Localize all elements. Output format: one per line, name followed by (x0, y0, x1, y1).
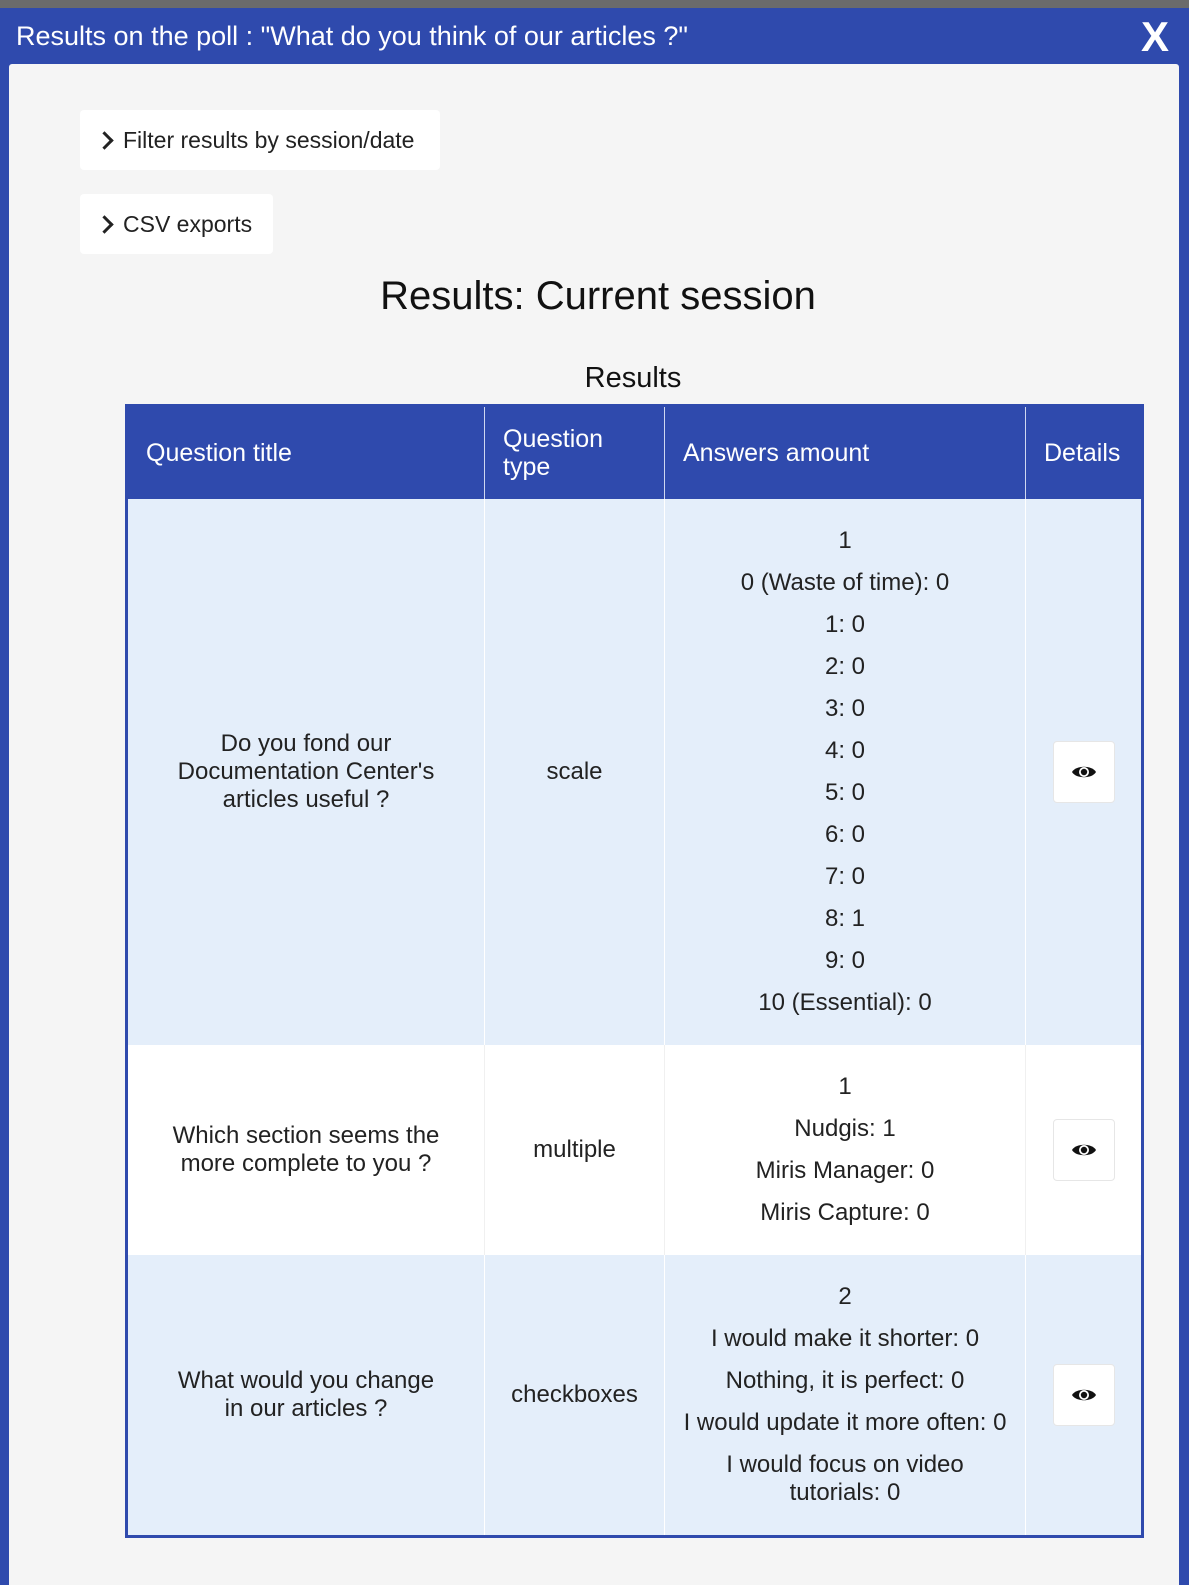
modal-body (9, 64, 1179, 1585)
eye-icon (1071, 763, 1097, 781)
table-row (127, 499, 1143, 1045)
answer-option: 5: 0 (824, 779, 866, 806)
answer-option: 8: 1 (824, 905, 866, 932)
answer-option: Miris Manager: 0 (755, 1157, 935, 1184)
answers-amount (665, 499, 1026, 1045)
answer-option: 3: 0 (824, 695, 866, 722)
answer-option: 6: 0 (824, 821, 866, 848)
answer-option: 0 (Waste of time): 0 (740, 569, 950, 596)
chevron-right-icon (95, 131, 113, 149)
header-answers-amount: Answers amount (665, 406, 1026, 500)
question-title: Which section seems the more complete to you ? (127, 1045, 485, 1255)
answer-option: 10 (Essential): 0 (758, 989, 932, 1016)
modal-header (0, 8, 1189, 64)
section-title: Results: Current session (380, 274, 816, 318)
table-row (127, 1255, 1143, 1537)
answer-option: 2: 0 (824, 653, 866, 680)
question-type: multiple (485, 1045, 665, 1255)
answer-option: 9: 0 (824, 947, 866, 974)
answers-amount (665, 1255, 1026, 1537)
answer-option: I would update it more often: 0 (683, 1409, 1007, 1436)
filter-results-label: Filter results by session/date (123, 126, 415, 153)
results-modal (0, 8, 1189, 1585)
results-table (125, 404, 1144, 1538)
question-type: checkboxes (485, 1255, 665, 1537)
details-cell (1026, 1045, 1143, 1255)
answers-amount (665, 1045, 1026, 1255)
details-button[interactable] (1053, 1364, 1115, 1426)
details-button[interactable] (1053, 1119, 1115, 1181)
question-type: scale (485, 499, 665, 1045)
eye-icon (1071, 1141, 1097, 1159)
answer-option: Nudgis: 1 (794, 1115, 896, 1142)
answer-option: 1: 0 (824, 611, 866, 638)
header-details: Details (1026, 406, 1143, 500)
table-caption: Results (584, 362, 682, 394)
table-header-row (127, 406, 1143, 500)
answer-option: Miris Capture: 0 (760, 1199, 930, 1226)
chevron-right-icon (95, 215, 113, 233)
details-cell (1026, 499, 1143, 1045)
csv-exports-label: CSV exports (123, 210, 253, 237)
table-row (127, 1045, 1143, 1255)
filter-results-button[interactable] (80, 110, 440, 170)
header-question-title: Question title (127, 406, 485, 500)
answer-option: 7: 0 (824, 863, 866, 890)
modal-title: Results on the poll : "What do you think of our articles ?" (16, 20, 689, 51)
details-cell (1026, 1255, 1143, 1537)
eye-icon (1071, 1386, 1097, 1404)
close-button[interactable]: X (1140, 13, 1169, 60)
header-question-type: Question type (485, 406, 665, 500)
csv-exports-button[interactable] (80, 194, 273, 254)
answers-total: 2 (838, 1283, 852, 1310)
answer-option: Nothing, it is perfect: 0 (725, 1367, 965, 1394)
answer-option: 4: 0 (824, 737, 866, 764)
question-title: Do you fond our Documentation Center's articles useful ? (127, 499, 485, 1045)
question-title: What would you change in our articles ? (127, 1255, 485, 1537)
answer-option: I would make it shorter: 0 (710, 1325, 980, 1352)
answers-total: 1 (838, 527, 852, 554)
details-button[interactable] (1053, 741, 1115, 803)
answer-option: I would focus on video tutorials: 0 (726, 1451, 964, 1506)
answers-total: 1 (838, 1073, 852, 1100)
